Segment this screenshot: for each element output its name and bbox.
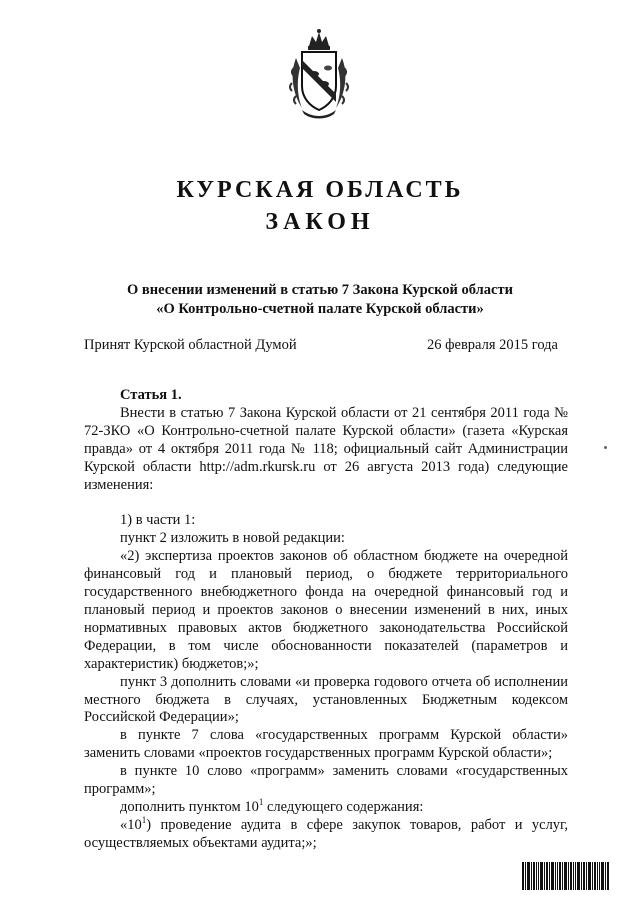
article-intro-paragraph: Внести в статью 7 Закона Курской области от 21 сентября 2011 года № 72-ЗКО «О Контрольно-счетной палате Курской области» (газета «Курская правда» от 4 октября 2011 года № 118; официальный сайт Администрации Курской области http://adm.rkursk.ru от 26 августа 2013 года) следующие изменения: (84, 404, 568, 493)
law-body (84, 387, 568, 853)
law-subject-line-1: О внесении изменений в статью 7 Закона Курской области (127, 282, 513, 298)
point-10-1-text-end: ) проведение аудита в сфере закупок товаров, работ и услуг, осуществляемых объектами аудита;»; (84, 816, 568, 851)
point-10-1-intro (84, 799, 568, 817)
point-10-1-intro-end: следующего содержания: (263, 798, 424, 815)
article-heading: Статья 1. (120, 387, 182, 403)
document-type-title: ЗАКОН (265, 209, 375, 235)
coat-of-arms-emblem (288, 28, 350, 122)
part-1-label: 1) в части 1: (120, 512, 196, 529)
point-2-text: «2) экспертиза проектов законов об областном бюджете на очередной финансовый год и плановый период, о бюджете территориального государственного внебюджетного фонда на очередной финансовый год и плановый период и проектов законов о внесении изменений в них, иных нормативных правовых актов бюджетного законодательства Российской Федерации, в том числе обоснованности показателей (параметров и характеристик) бюджетов;»; (84, 548, 568, 672)
point-10-text: в пункте 10 слово «программ» заменить словами «государственных программ»; (84, 763, 568, 798)
adoption-date: 26 февраля 2015 года (426, 337, 558, 353)
superscript-marker: 1 (258, 797, 264, 808)
point-10-1-intro-start: дополнить пунктом 10 (120, 798, 259, 815)
point-2-intro: пункт 2 изложить в новой редакции: (120, 530, 345, 547)
point-10-1-text (84, 817, 568, 853)
law-subject-line-2: «О Контрольно-счетной палате Курской области» (156, 301, 484, 317)
point-10-1-text-start: «10 (120, 816, 142, 833)
adoption-body: Принят Курской областной Думой (84, 337, 297, 353)
margin-dot (604, 446, 607, 449)
superscript-marker: 1 (141, 815, 147, 826)
barcode-image (522, 862, 610, 890)
point-7-text: в пункте 7 слова «государственных программ Курской области» заменить словами «проектов государственных программ Курской области»; (84, 727, 568, 762)
law-subject (60, 281, 580, 319)
point-3-text: пункт 3 дополнить словами «и проверка годового отчета об исполнении местного бюджета в случаях, установленных Бюджетным кодексом Российской Федерации»; (84, 673, 568, 726)
region-title: КУРСКАЯ ОБЛАСТЬ (176, 177, 464, 203)
